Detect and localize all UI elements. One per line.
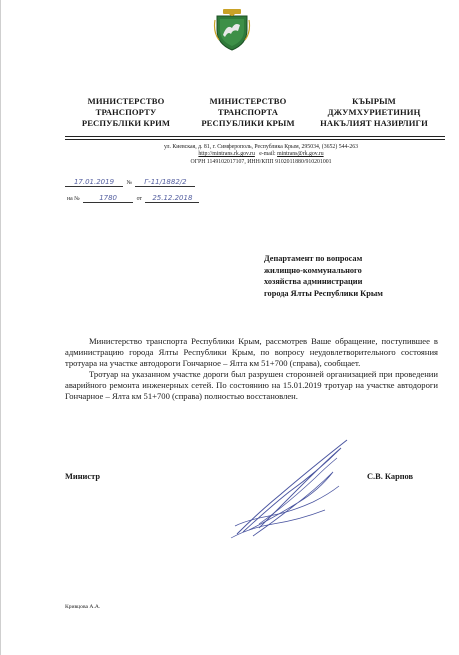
website-link[interactable]: http://mintrans.rk.gov.ru xyxy=(198,151,255,158)
letter-body xyxy=(65,336,438,402)
signatory-title: Министр xyxy=(65,472,100,481)
header-crimean-tatar: КЪЫРЫМ ДЖУМХУРИЕТИНИҢ НАКЪЛИЯТ НАЗИРЛИГИ xyxy=(320,96,428,128)
header-ukrainian: МИНИСТЕРСТВО ТРАНСПОРТУ РЕСПУБЛІКИ КРИМ xyxy=(81,96,171,128)
reference-number: 1780 xyxy=(83,194,133,203)
executor-name: Кривцова А.А. xyxy=(65,604,101,610)
header-divider-thin xyxy=(65,139,445,140)
crimea-emblem-icon xyxy=(213,6,251,52)
body-paragraph-2: Тротуар на указанном участке дороги был разрушен сторонней организацией при проведении аварийного ремонта инженерных сетей. По состоянию на 15.01.2019 тротуар на участке автодороги Гончарное – Ялта км 51+700 (справа) полностью восстановлен. xyxy=(65,369,438,401)
ministry-address: ул. Киевская, д. 81, г. Симферополь, Республика Крым, 295034, (3652) 544-263 http://mintrans.rk.gov.ru e-mail: mintrans@rk.gov.ru ОГРН 1149102017107, ИНН/КПП 9102011880/910201001 xyxy=(163,144,359,165)
body-paragraph-1: Министерство транспорта Республики Крым, рассмотрев Ваше обращение, поступившее в администрацию города Ялты Республики Крым, по вопросу неудовлетворительного состояния тротуара на участке автодороги Гончарное – Ялта км 51+700 (справа), сообщает. xyxy=(65,336,438,368)
handwritten-signature xyxy=(229,432,359,542)
header-divider xyxy=(65,136,445,137)
addressee-block: Департамент по вопросам жилищно-коммунального хозяйства администрации города Ялты Республики Крым xyxy=(264,254,383,298)
signatory-name: С.В. Карпов xyxy=(367,472,414,481)
outgoing-registration: 17.01.2019 № Г-11/1882/2 xyxy=(65,178,195,187)
outgoing-number: Г-11/1882/2 xyxy=(135,178,195,187)
header-russian: МИНИСТЕРСТВО ТРАНСПОРТА РЕСПУБЛИКИ КРЫМ xyxy=(201,96,295,128)
reference-date: 25.12.2018 xyxy=(145,194,199,203)
outgoing-date: 17.01.2019 xyxy=(65,178,123,187)
email-link[interactable]: mintrans@rk.gov.ru xyxy=(277,151,324,158)
incoming-reference: на № 1780 от 25.12.2018 xyxy=(65,194,199,203)
